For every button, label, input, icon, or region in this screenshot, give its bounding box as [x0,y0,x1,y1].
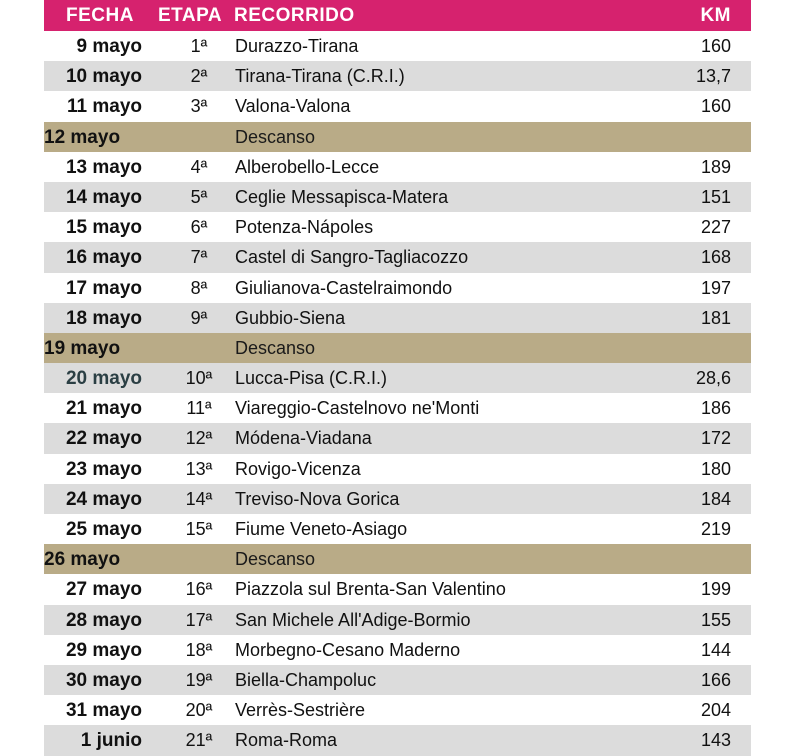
km-cell: 197 [700,277,731,298]
route-cell: Lucca-Pisa (C.R.I.) [235,368,388,389]
table-row [44,454,751,484]
stage-cell: 6ª [190,217,208,238]
route-cell: Biella-Champoluc [235,669,377,690]
table-row [44,665,751,695]
date-cell: 24 mayo [65,488,142,510]
route-cell: Tirana-Tirana (C.R.I.) [235,66,405,87]
km-cell: 227 [700,217,731,238]
route-cell: Treviso-Nova Gorica [235,488,400,509]
stage-cell: 17ª [185,609,213,630]
table-row [44,484,751,514]
table-row [44,393,751,423]
date-cell: 22 mayo [65,428,142,450]
km-cell: 151 [700,186,731,207]
date-cell: 19 mayo [44,337,121,359]
table-row [44,605,751,635]
km-cell: 144 [700,639,731,660]
route-cell: Fiume Veneto-Asiago [235,519,408,539]
table-row [44,273,751,303]
stage-cell: 12ª [185,428,213,449]
table-body [44,31,751,756]
table-row [44,695,751,725]
stage-cell: 20ª [185,700,213,721]
date-cell: 29 mayo [65,639,142,661]
route-cell: Valona-Valona [235,96,351,117]
route-cell: Viareggio-Castelnovo ne'Monti [235,398,480,419]
km-cell: 180 [700,458,731,479]
route-cell: Potenza-Nápoles [235,217,374,238]
km-cell: 143 [700,730,731,751]
route-cell: Gubbio-Siena [235,307,346,328]
route-cell: Morbegno-Cesano Maderno [235,639,461,660]
km-cell: 184 [700,488,731,509]
stage-cell: 1ª [190,36,208,56]
km-cell: 172 [700,428,731,449]
stage-cell: 19ª [185,669,213,690]
date-cell: 9 mayo [76,36,142,57]
date-cell: 18 mayo [65,307,142,329]
table-row [44,31,751,61]
stage-cell: 5ª [190,186,208,207]
table-row [44,91,751,121]
route-cell: Ceglie Messapisca-Matera [235,186,449,207]
table-row [44,152,751,182]
km-cell: 186 [700,398,731,419]
table-row [44,635,751,665]
date-cell: 26 mayo [44,549,121,571]
route-cell: Durazzo-Tirana [235,36,359,56]
route-cell: San Michele All'Adige-Bormio [235,609,471,630]
route-cell: Módena-Viadana [235,428,372,449]
table-row [44,725,751,755]
date-cell: 27 mayo [65,579,142,601]
km-cell: 219 [700,519,731,539]
date-cell: 25 mayo [65,519,142,540]
stage-cell: 13ª [185,458,213,479]
date-cell: 23 mayo [65,458,142,480]
date-cell: 15 mayo [65,217,142,239]
date-cell: 11 mayo [67,96,142,118]
route-cell: Roma-Roma [235,730,338,751]
date-cell: 28 mayo [65,609,142,631]
km-cell: 189 [700,156,731,177]
route-cell: Descanso [235,126,316,147]
table-header [44,0,751,31]
km-cell: 160 [700,96,731,117]
date-cell: 1 junio [80,730,142,752]
km-cell: 155 [700,609,731,630]
stage-cell: 14ª [185,488,213,509]
header-km: KM [700,5,731,26]
rest-day-row [44,544,751,574]
stage-cell: 4ª [190,156,208,177]
stage-cell: 3ª [190,96,208,117]
date-cell: 14 mayo [65,186,142,208]
table-row [44,423,751,453]
stage-cell: 21ª [185,730,213,751]
km-cell: 181 [700,307,731,328]
km-cell: 168 [700,247,731,268]
table-row [44,514,751,544]
table-row [44,182,751,212]
table-row [44,303,751,333]
table-row [44,212,751,242]
header-fecha: FECHA [66,5,134,26]
km-cell: 13,7 [695,66,731,87]
km-cell: 160 [700,36,731,56]
table-row [44,574,751,604]
table-row [44,61,751,91]
table-row [44,363,751,393]
rest-day-row [44,122,751,152]
route-cell: Castel di Sangro-Tagliacozzo [235,247,469,268]
stage-cell: 8ª [190,277,208,298]
date-cell: 20 mayo [65,368,142,390]
stage-cell: 10ª [185,368,213,389]
table-row [44,242,751,272]
stage-cell: 11ª [186,398,212,419]
date-cell: 30 mayo [65,669,142,691]
route-cell: Alberobello-Lecce [235,156,380,177]
route-cell: Descanso [235,337,316,358]
date-cell: 10 mayo [65,66,142,88]
route-cell: Verrès-Sestrière [235,700,366,721]
km-cell: 204 [700,700,731,721]
date-cell: 21 mayo [65,398,142,420]
stage-cell: 18ª [185,639,213,660]
route-cell: Descanso [235,549,316,570]
km-cell: 28,6 [695,368,731,389]
date-cell: 13 mayo [65,156,142,178]
stage-cell: 15ª [185,519,213,539]
stage-cell: 16ª [185,579,213,600]
date-cell: 16 mayo [65,247,142,269]
stage-cell: 2ª [190,66,208,87]
stage-cell: 7ª [190,247,208,268]
stage-schedule-table [44,0,751,756]
header-etapa: ETAPA [158,5,223,26]
header-recorrido: RECORRIDO [234,5,355,26]
date-cell: 17 mayo [65,277,142,299]
route-cell: Giulianova-Castelraimondo [235,277,453,298]
date-cell: 31 mayo [65,700,142,722]
km-cell: 199 [700,579,731,600]
rest-day-row [44,333,751,363]
route-cell: Rovigo-Vicenza [235,458,361,479]
stage-cell: 9ª [190,307,208,328]
date-cell: 12 mayo [44,126,121,148]
km-cell: 166 [700,669,731,690]
route-cell: Piazzola sul Brenta-San Valentino [235,579,506,600]
